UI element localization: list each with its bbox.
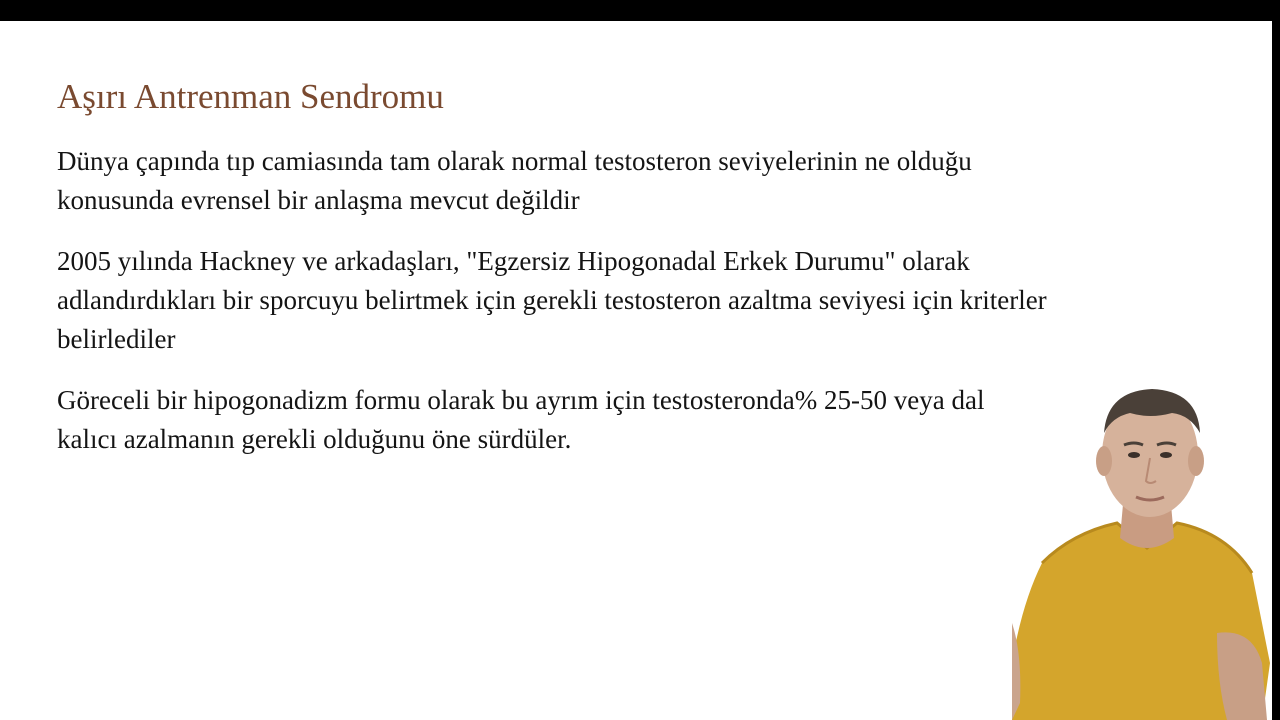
paragraph-line: Dünya çapında tıp camiasında tam olarak normal testosteron seviyelerinin ne olduğu [57,146,972,176]
paragraph-line: adlandırdıkları bir sporcuyu belirtmek için gerekli testosteron azaltma seviyesi için kriterler [57,285,1047,315]
letterbox-right [1272,21,1280,720]
paragraph-line: Göreceli bir hipogonadizm formu olarak bu ayrım için testosteronda% 25-50 veya dal [57,385,985,415]
presenter-figure [1012,363,1272,720]
paragraph-line: kalıcı azalmanın gerekli olduğunu öne sürdüler. [57,424,572,454]
paragraph-line: 2005 yılında Hackney ve arkadaşları, "Egzersiz Hipogonadal Erkek Durumu" olarak [57,246,970,276]
slide-paragraph-3 [57,381,984,459]
slide-title: Aşırı Antrenman Sendromu [57,77,444,116]
paragraph-line: konusunda evrensel bir anlaşma mevcut değildir [57,185,580,215]
slide-frame [0,21,1272,720]
paragraph-line: belirlediler [57,324,176,354]
presenter-webcam [1012,363,1272,720]
slide-paragraph-1 [57,142,972,220]
slide-paragraph-2 [57,242,1047,359]
